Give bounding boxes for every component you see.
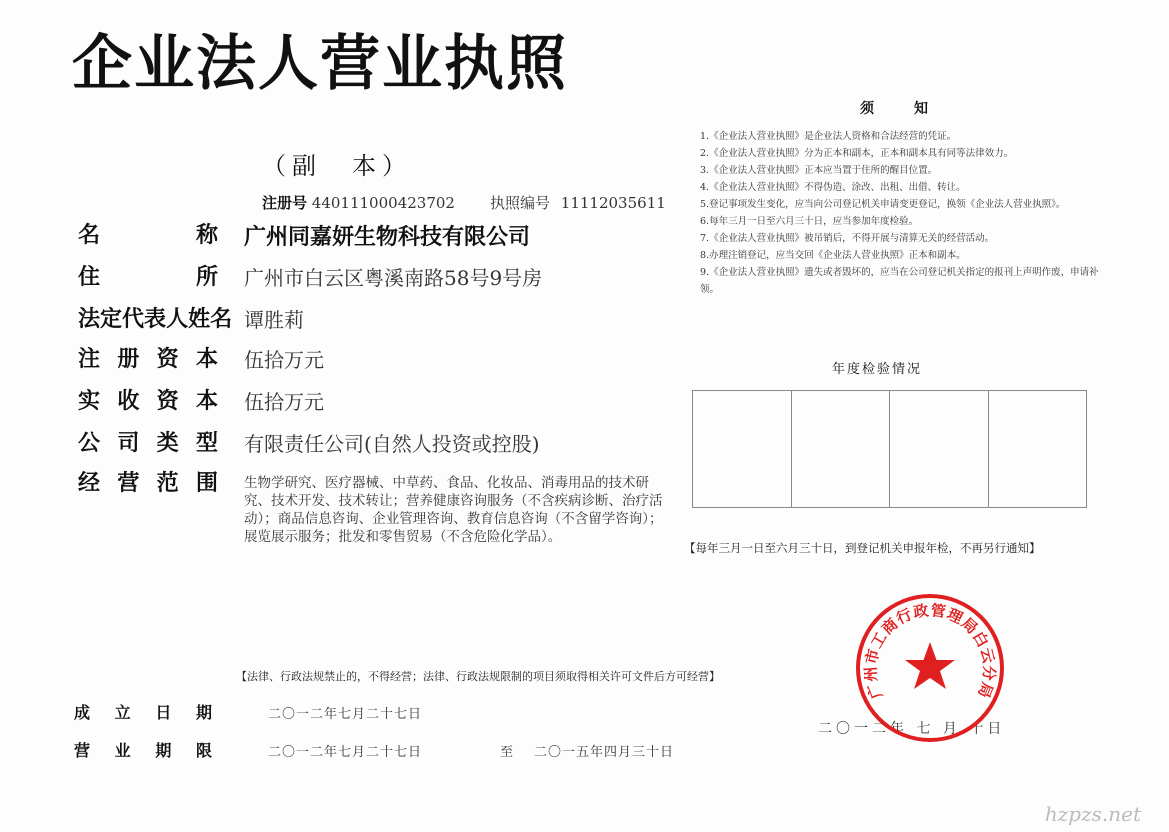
- inspection-cell: [989, 391, 1087, 507]
- license-number: [490, 192, 666, 213]
- field-value: 有限责任公司(自然人投资或控股): [244, 432, 540, 456]
- license-label: 执照编号: [490, 194, 551, 212]
- established-label: 成 立 日 期: [74, 703, 212, 722]
- registration-number: [262, 192, 455, 213]
- reg-number: 440111000423702: [311, 194, 455, 212]
- field-label: 经 营 范 围: [78, 471, 218, 496]
- inspection-table: [692, 390, 1087, 508]
- inspection-cell: [890, 391, 989, 507]
- field-label: 公 司 类 型: [78, 431, 218, 456]
- license-number-value: 11112035611: [560, 194, 666, 212]
- term-to: 二〇一五年四月三十日: [534, 745, 675, 760]
- established-date: 二〇一二年七月二十七日: [268, 707, 423, 722]
- term-from: 二〇一二年七月二十七日: [268, 745, 423, 760]
- inspection-note: 【每年三月一日至六月三十日，到登记机关申报年检，不再另行通知】: [684, 541, 1041, 555]
- notice-item: 4.《企业法人营业执照》不得伪造、涂改、出租、出借、转让。: [700, 182, 966, 193]
- notice-item: 2.《企业法人营业执照》分为正本和副本，正本和副本具有同等法律效力。: [700, 148, 1014, 159]
- notice-list: [700, 128, 1100, 298]
- seal-text: 广州市工商行政管理局白云分局: [861, 601, 999, 702]
- field-label: 住 所: [78, 265, 218, 290]
- field-label: 注 册 资 本: [78, 347, 218, 372]
- seal-star-icon: [905, 642, 955, 689]
- field-value: 广州市白云区粤溪南路58号9号房: [244, 266, 543, 290]
- notice-item: 9.《企业法人营业执照》遗失或者毁坏的，应当在公司登记机关指定的报刊上声明作废，申请补领。: [700, 267, 1099, 295]
- copy-label: （副 本）: [262, 152, 412, 180]
- notice-item: 6.每年三月一日至六月三十日，应当参加年度检验。: [700, 216, 919, 227]
- notice-item: 7.《企业法人营业执照》被吊销后，不得开展与清算无关的经营活动。: [700, 233, 995, 244]
- notice-item: 1.《企业法人营业执照》是企业法人资格和合法经营的凭证。: [700, 131, 957, 142]
- field-value: 广州同嘉妍生物科技有限公司: [244, 225, 531, 250]
- issue-date: 二〇一二年 七 月 十日: [818, 721, 1006, 737]
- notice-item: 5.登记事项发生变化，应当向公司登记机关申请变更登记，换领《企业法人营业执照》。: [700, 199, 1066, 210]
- inspection-cell: [693, 391, 792, 507]
- notice-item: 3.《企业法人营业执照》正本应当置于住所的醒目位置。: [700, 165, 938, 176]
- document-title: 企业法人营业执照: [72, 29, 568, 99]
- official-seal: [852, 590, 1008, 746]
- term-label: 营 业 期 限: [74, 741, 212, 760]
- watermark: hzpzs.net: [1044, 802, 1141, 826]
- law-note: 【法律、行政法规禁止的，不得经营；法律、行政法规限制的项目须取得相关许可文件后方可经营】: [236, 670, 720, 683]
- business-scope: 生物学研究、医疗器械、中草药、食品、化妆品、消毒用品的技术研究、技术开发、技术转让；营养健康咨询服务（不含疾病诊断、治疗活动）；商品信息咨询、企业管理咨询、教育信息咨询（不含留学咨询）；展览展示服务；批发和零售贸易（不含危险化学品）。: [244, 475, 663, 545]
- field-value: 谭胜莉: [244, 308, 304, 332]
- notice-item: 8.办理注销登记，应当交回《企业法人营业执照》正本和副本。: [700, 250, 966, 261]
- inspection-title: 年度检验情况: [832, 362, 923, 377]
- notice-title: 须知: [860, 101, 968, 117]
- term-to-label: 至: [500, 745, 515, 760]
- field-label: 名 称: [78, 223, 218, 248]
- field-value: 伍拾万元: [244, 348, 324, 372]
- reg-label: 注册号: [262, 194, 308, 212]
- field-label: 法 定 代 表 人 姓 名: [78, 307, 233, 332]
- inspection-cell: [792, 391, 891, 507]
- field-value: 伍拾万元: [244, 390, 324, 414]
- field-label: 实 收 资 本: [78, 389, 218, 414]
